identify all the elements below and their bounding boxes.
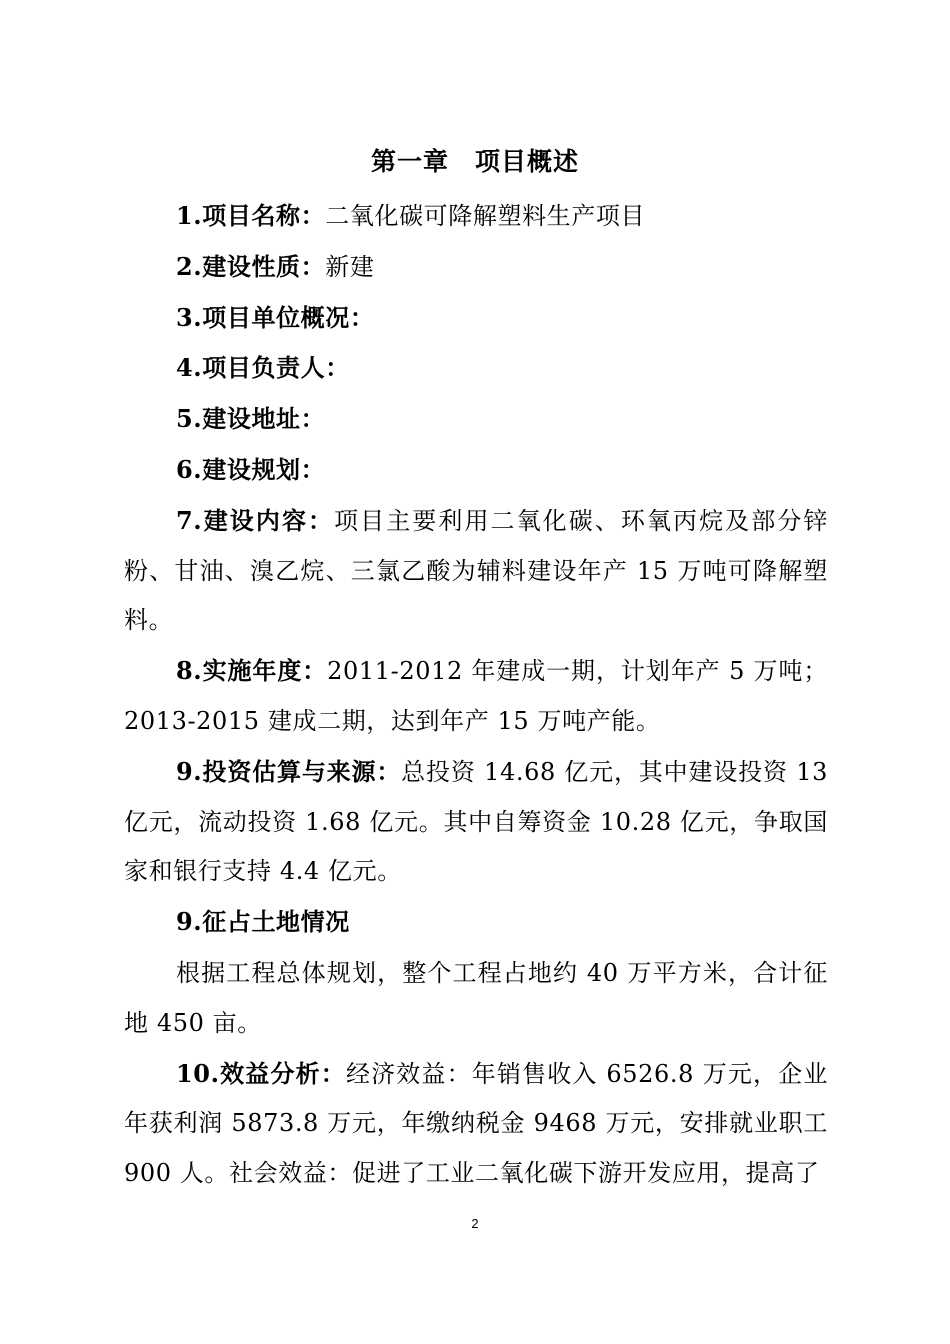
item-construction-plan (124, 445, 828, 496)
item-construction-address (124, 394, 828, 445)
chapter-label: 第一章 (370, 147, 449, 176)
chapter-title: 项目概述 (475, 147, 580, 176)
item-label: 2.建设性质： (176, 251, 326, 281)
item-investment (124, 747, 828, 897)
item-text: 根据工程总体规划，整个工程占地约 40 万平方米，合计征地 450 亩。 (124, 958, 828, 1037)
document-body (124, 191, 828, 1199)
item-label: 1.项目名称： (176, 201, 326, 230)
item-project-leader (124, 343, 828, 394)
item-label: 5.建设地址： (176, 404, 326, 434)
item-text: 新建 (325, 252, 375, 281)
item-text: 二氧化碳可降解塑料生产项目 (325, 202, 646, 230)
page-number: 2 (471, 1216, 479, 1231)
item-label: 6.建设规划： (176, 454, 326, 484)
item-text: 经济效益：年销售收入 6526.8 万元，企业年获利润 5873.8 万元，年缴纳税金 9468 万元，安排就业职工 900 人。社会效益：促进了工业二氧化碳下游开发应用，提高了 (124, 1059, 828, 1188)
item-construction-content (124, 496, 828, 646)
item-land-use-text (124, 948, 828, 1049)
item-label: 3.项目单位概况： (176, 302, 375, 332)
item-label: 8.实施年度： (176, 656, 328, 686)
item-implementation-years (124, 646, 828, 747)
item-label: 10.效益分析： (176, 1058, 346, 1088)
item-label: 9.征占土地情况 (176, 907, 350, 937)
item-label: 4.项目负责人： (176, 353, 350, 383)
item-unit-overview (124, 293, 828, 344)
item-land-use-heading (124, 897, 828, 948)
item-text: 项目主要利用二氧化碳、环氧丙烷及部分锌粉、甘油、溴乙烷、三氯乙酸为辅料建设年产 15 万吨可降解塑料。 (124, 506, 828, 635)
item-construction-nature (124, 242, 828, 293)
item-benefit-analysis (124, 1049, 828, 1199)
item-label: 9.投资估算与来源： (176, 756, 402, 786)
item-label: 7.建设内容： (176, 505, 335, 535)
item-project-name (124, 191, 828, 242)
chapter-heading (0, 144, 950, 180)
item-text: 总投资 14.68 亿元，其中建设投资 13 亿元，流动投资 1.68 亿元。其中自筹资金 10.28 亿元，争取国家和银行支持 4.4 亿元。 (124, 757, 828, 886)
item-text: 2011-2012 年建成一期，计划年产 5 万吨；2013-2015 建成二期，达到年产 15 万吨产能。 (124, 657, 828, 735)
